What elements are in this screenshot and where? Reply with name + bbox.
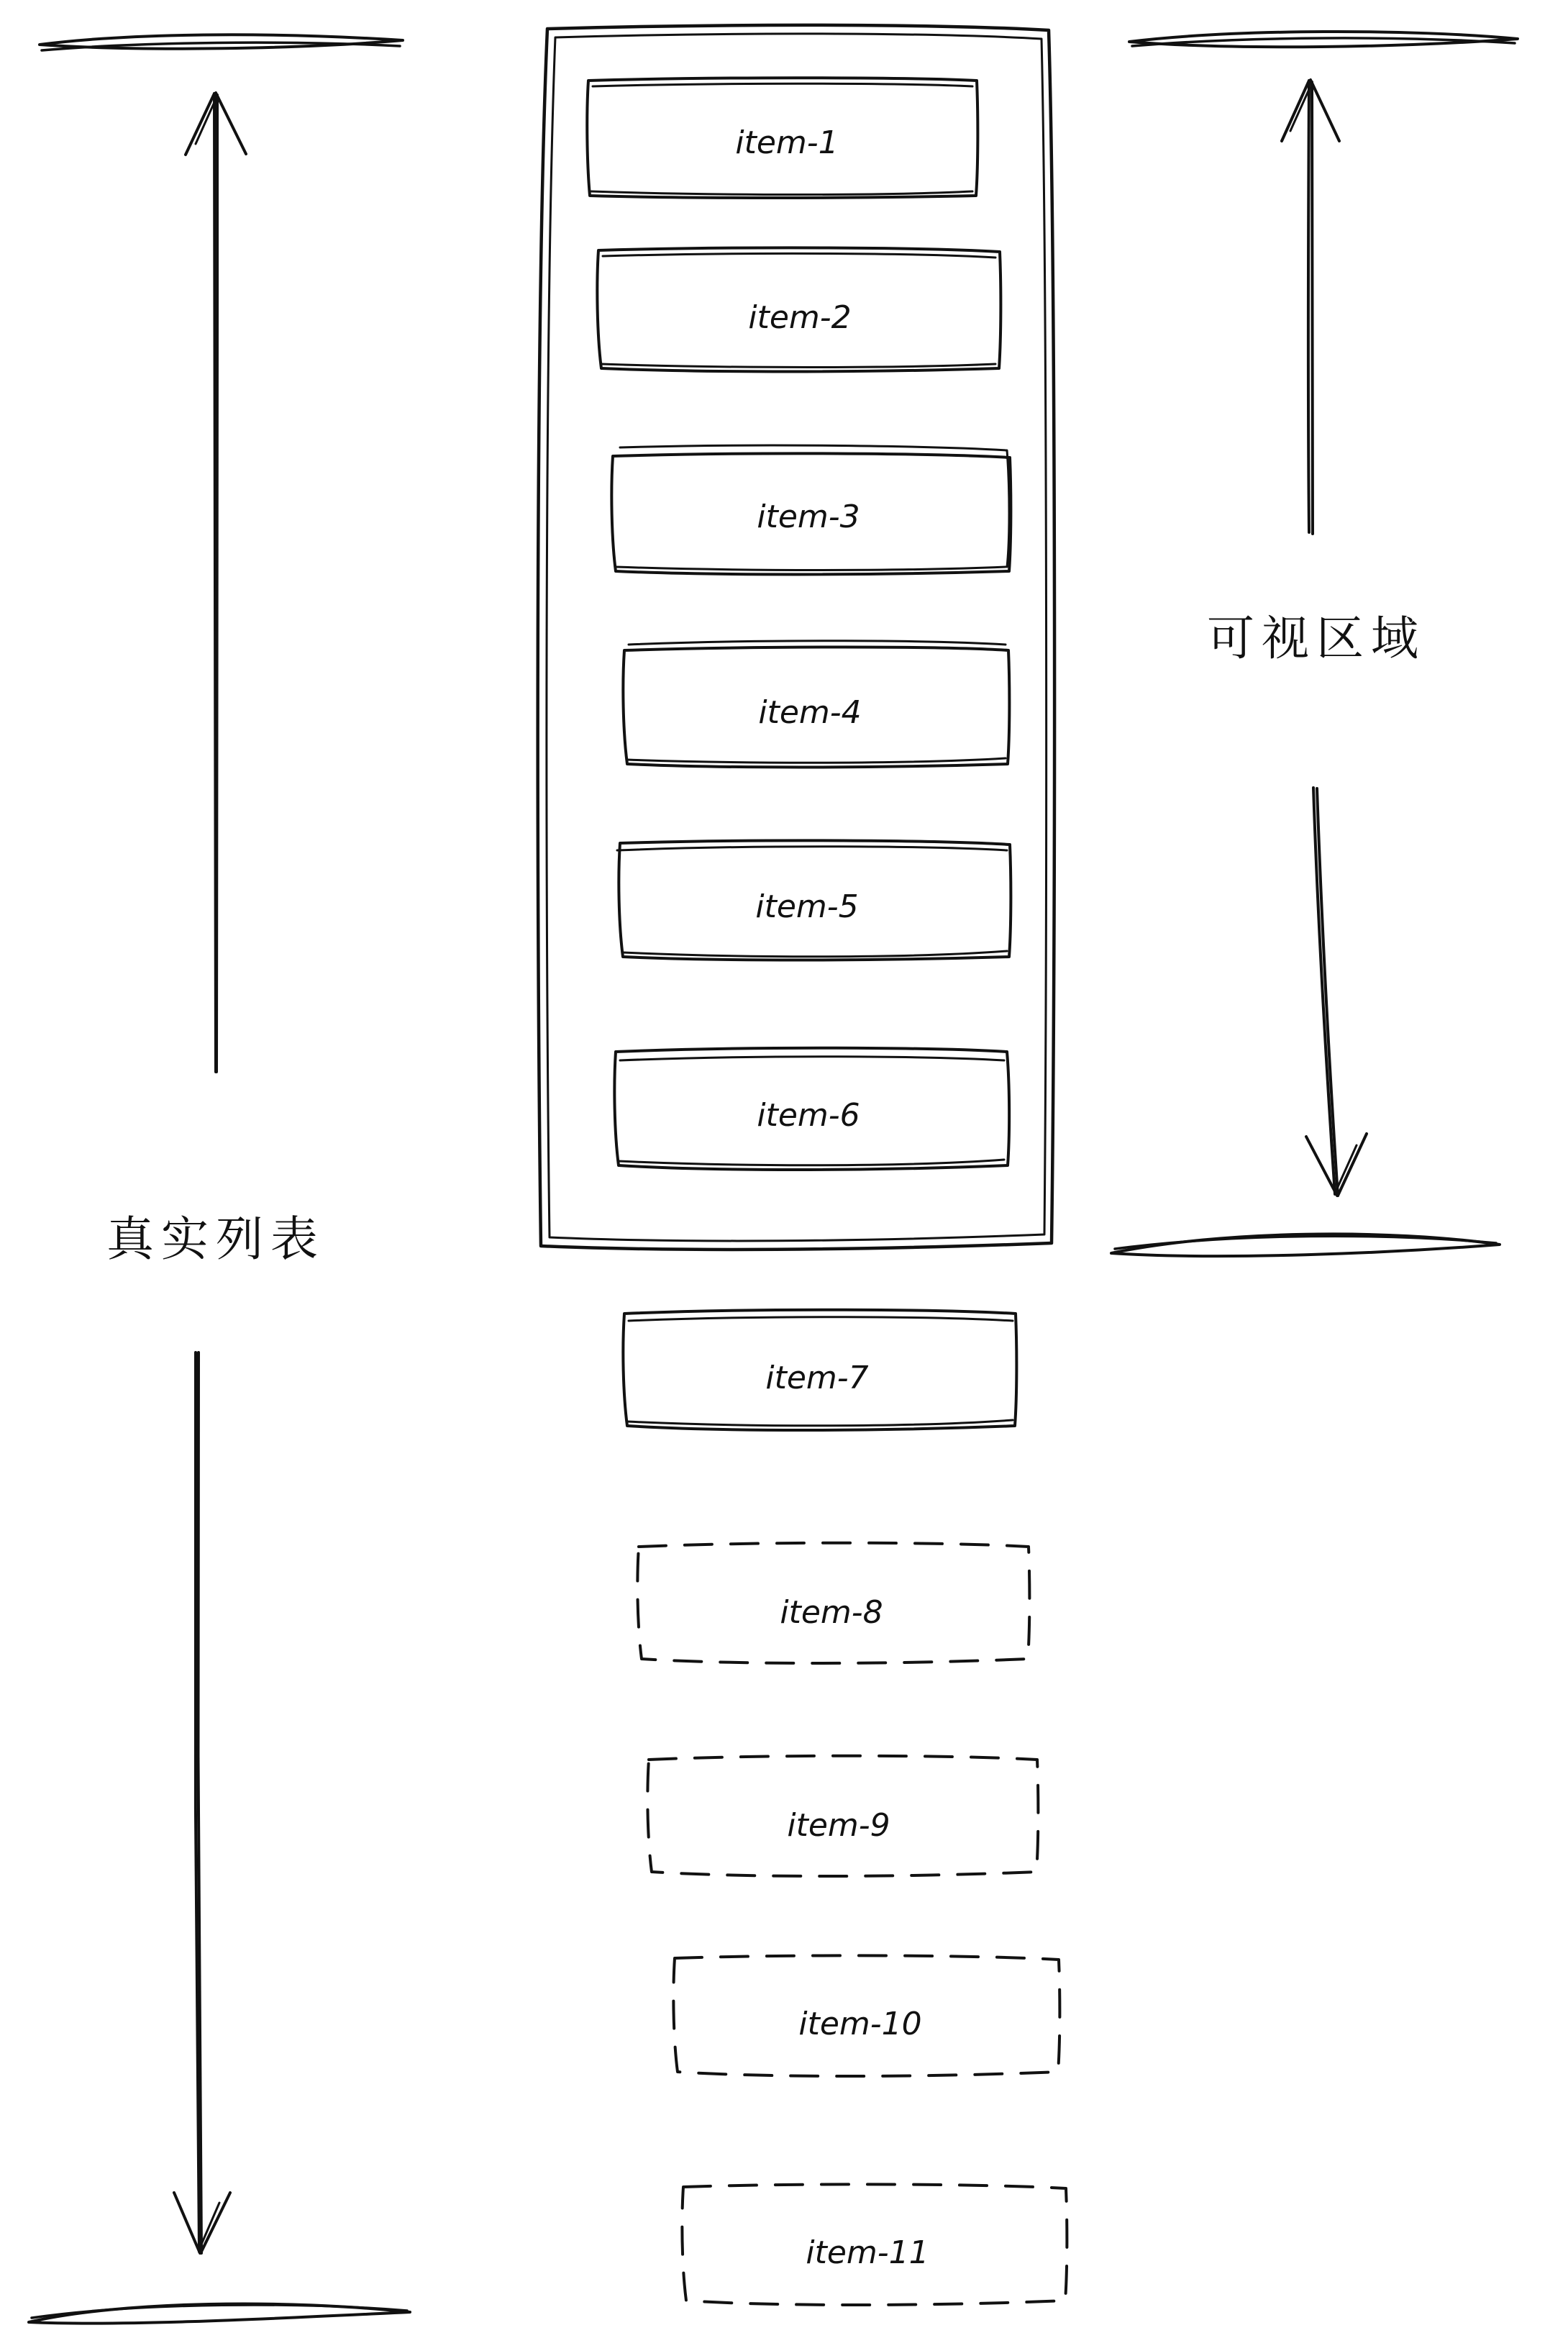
viewport-top-bracket <box>1129 32 1518 47</box>
list-item-label: item-5 <box>755 888 859 925</box>
virtual-list-item-label: item-10 <box>798 2006 922 2042</box>
real-list-up-arrow <box>186 93 246 1072</box>
viewport-annotation: 可视区域 <box>1207 611 1426 666</box>
virtual-list-item-label: item-9 <box>787 1807 890 1844</box>
list-item-label: item-3 <box>757 499 860 535</box>
list-item-label: item-4 <box>758 694 862 731</box>
list-item-label: item-1 <box>735 124 839 161</box>
real-list-annotation: 真实列表 <box>106 1211 325 1267</box>
viewport-bottom-bracket <box>1111 1234 1500 1256</box>
virtual-list-item-label: item-8 <box>780 1594 883 1631</box>
list-item-label: item-2 <box>748 299 852 336</box>
list-item-label: item-7 <box>765 1360 869 1396</box>
virtual-list-item-label: item-11 <box>806 2234 929 2271</box>
viewport-up-arrow <box>1282 80 1339 534</box>
list-item-label: item-6 <box>757 1097 860 1134</box>
real-list-bottom-bracket <box>29 2303 410 2323</box>
real-list-top-bracket <box>40 35 403 50</box>
real-list-down-arrow <box>174 1352 230 2253</box>
viewport-down-arrow <box>1306 788 1367 1196</box>
